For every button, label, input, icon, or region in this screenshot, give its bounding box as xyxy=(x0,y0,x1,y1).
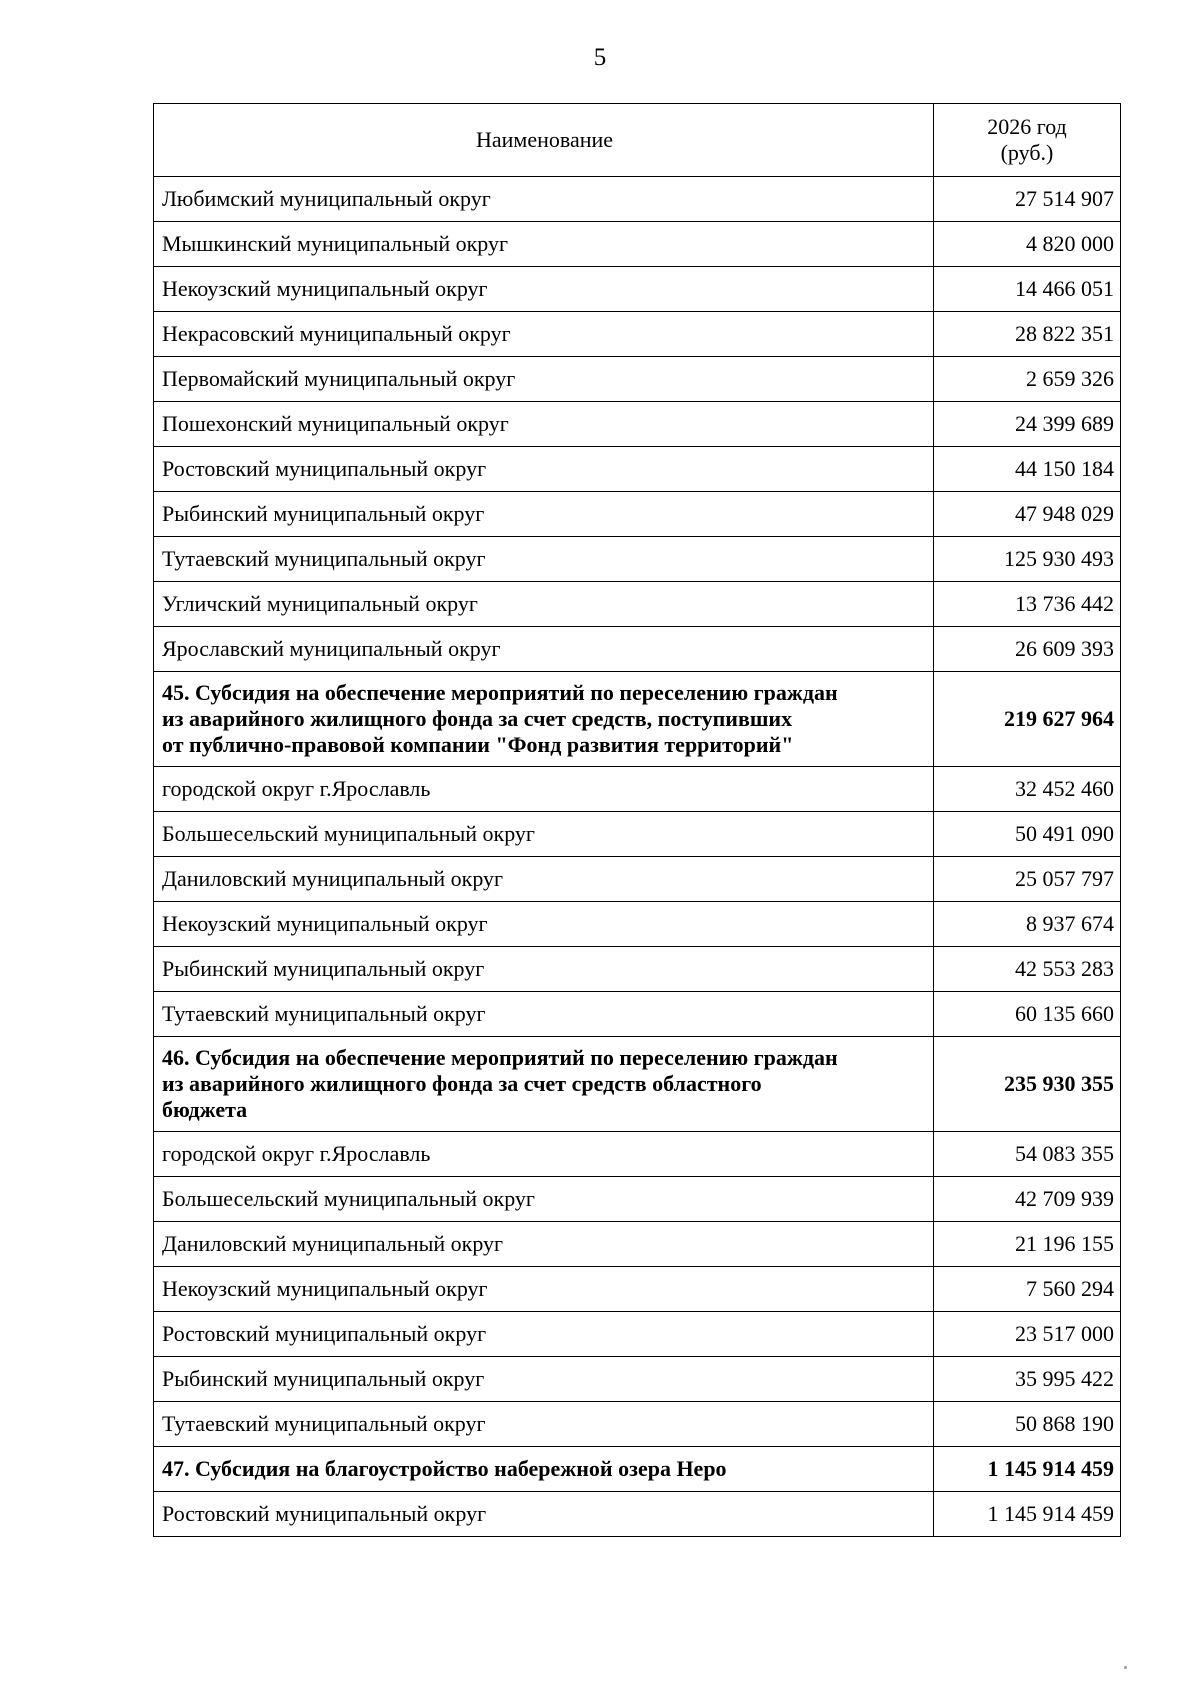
table-row xyxy=(154,537,1121,582)
header-value-year: 2026 год xyxy=(987,114,1067,139)
section-total: 219 627 964 xyxy=(934,672,1121,767)
row-name: Некоузский муниципальный округ xyxy=(154,267,934,312)
table-row xyxy=(154,177,1121,222)
row-name: Даниловский муниципальный округ xyxy=(154,1222,934,1267)
table-row xyxy=(154,992,1121,1037)
row-value: 23 517 000 xyxy=(934,1312,1121,1357)
row-value: 28 822 351 xyxy=(934,312,1121,357)
row-name: Ростовский муниципальный округ xyxy=(154,1492,934,1537)
row-value: 27 514 907 xyxy=(934,177,1121,222)
row-value: 2 659 326 xyxy=(934,357,1121,402)
section-title-line: из аварийного жилищного фонда за счет средств областного xyxy=(162,1071,762,1096)
row-name: городской округ г.Ярославль xyxy=(154,1132,934,1177)
row-value: 4 820 000 xyxy=(934,222,1121,267)
row-value: 50 491 090 xyxy=(934,812,1121,857)
row-name: Рыбинский муниципальный округ xyxy=(154,947,934,992)
row-value: 60 135 660 xyxy=(934,992,1121,1037)
section-title-line: 46. Субсидия на обеспечение мероприятий по переселению граждан xyxy=(162,1045,838,1070)
table-header-row xyxy=(154,104,1121,177)
row-name: Пошехонский муниципальный округ xyxy=(154,402,934,447)
table-row xyxy=(154,1222,1121,1267)
section-title-line: бюджета xyxy=(162,1097,248,1122)
table-row xyxy=(154,1177,1121,1222)
budget-table xyxy=(153,103,1121,1537)
row-name: Ростовский муниципальный округ xyxy=(154,447,934,492)
row-name: Ярославский муниципальный округ xyxy=(154,627,934,672)
row-name: Любимский муниципальный округ xyxy=(154,177,934,222)
section-title-line: из аварийного жилищного фонда за счет средств, поступивших xyxy=(162,706,793,731)
table-row xyxy=(154,812,1121,857)
section-row-46 xyxy=(154,1037,1121,1132)
row-value: 8 937 674 xyxy=(934,902,1121,947)
row-name: Большесельский муниципальный округ xyxy=(154,812,934,857)
row-value: 26 609 393 xyxy=(934,627,1121,672)
row-value: 1 145 914 459 xyxy=(934,1492,1121,1537)
table-row xyxy=(154,627,1121,672)
row-name: Тутаевский муниципальный округ xyxy=(154,992,934,1037)
row-value: 42 553 283 xyxy=(934,947,1121,992)
row-name: Некоузский муниципальный округ xyxy=(154,902,934,947)
row-name: городской округ г.Ярославль xyxy=(154,767,934,812)
section-title-line: от публично-правовой компании "Фонд развития территорий" xyxy=(162,732,794,757)
row-value: 25 057 797 xyxy=(934,857,1121,902)
row-value: 32 452 460 xyxy=(934,767,1121,812)
row-value: 24 399 689 xyxy=(934,402,1121,447)
section-title-line: 45. Субсидия на обеспечение мероприятий по переселению граждан xyxy=(162,680,838,705)
scan-artifact-dot xyxy=(1124,1666,1127,1669)
row-value: 44 150 184 xyxy=(934,447,1121,492)
row-name: Угличский муниципальный округ xyxy=(154,582,934,627)
row-value: 21 196 155 xyxy=(934,1222,1121,1267)
section-total: 235 930 355 xyxy=(934,1037,1121,1132)
header-value xyxy=(934,104,1121,177)
table-row xyxy=(154,312,1121,357)
table-row xyxy=(154,402,1121,447)
row-value: 47 948 029 xyxy=(934,492,1121,537)
row-name: Даниловский муниципальный округ xyxy=(154,857,934,902)
table-row xyxy=(154,357,1121,402)
row-name: Рыбинский муниципальный округ xyxy=(154,1357,934,1402)
table-row xyxy=(154,1312,1121,1357)
section-total: 1 145 914 459 xyxy=(934,1447,1121,1492)
section-title xyxy=(154,672,934,767)
table-row xyxy=(154,222,1121,267)
section-row-45 xyxy=(154,672,1121,767)
row-value: 50 868 190 xyxy=(934,1402,1121,1447)
table-row xyxy=(154,492,1121,537)
table-row xyxy=(154,267,1121,312)
table-row xyxy=(154,582,1121,627)
table-row xyxy=(154,947,1121,992)
row-name: Большесельский муниципальный округ xyxy=(154,1177,934,1222)
table-row xyxy=(154,1267,1121,1312)
row-name: Некоузский муниципальный округ xyxy=(154,1267,934,1312)
header-value-unit: (руб.) xyxy=(1000,140,1054,165)
table-row xyxy=(154,1402,1121,1447)
section-title xyxy=(154,1447,934,1492)
row-value: 13 736 442 xyxy=(934,582,1121,627)
row-value: 7 560 294 xyxy=(934,1267,1121,1312)
page-number: 5 xyxy=(593,44,607,71)
row-name: Мышкинский муниципальный округ xyxy=(154,222,934,267)
table-row xyxy=(154,447,1121,492)
row-name: Первомайский муниципальный округ xyxy=(154,357,934,402)
row-value: 125 930 493 xyxy=(934,537,1121,582)
row-name: Тутаевский муниципальный округ xyxy=(154,1402,934,1447)
row-value: 35 995 422 xyxy=(934,1357,1121,1402)
table-row xyxy=(154,857,1121,902)
table-row xyxy=(154,1357,1121,1402)
row-name: Некрасовский муниципальный округ xyxy=(154,312,934,357)
header-name: Наименование xyxy=(154,104,934,177)
section-title xyxy=(154,1037,934,1132)
table-row xyxy=(154,902,1121,947)
row-value: 54 083 355 xyxy=(934,1132,1121,1177)
row-name: Тутаевский муниципальный округ xyxy=(154,537,934,582)
section-row-47 xyxy=(154,1447,1121,1492)
row-name: Рыбинский муниципальный округ xyxy=(154,492,934,537)
table-row xyxy=(154,1492,1121,1537)
row-value: 42 709 939 xyxy=(934,1177,1121,1222)
row-value: 14 466 051 xyxy=(934,267,1121,312)
row-name: Ростовский муниципальный округ xyxy=(154,1312,934,1357)
table-row xyxy=(154,767,1121,812)
table-row xyxy=(154,1132,1121,1177)
section-title-line: 47. Субсидия на благоустройство набережной озера Неро xyxy=(162,1456,727,1481)
